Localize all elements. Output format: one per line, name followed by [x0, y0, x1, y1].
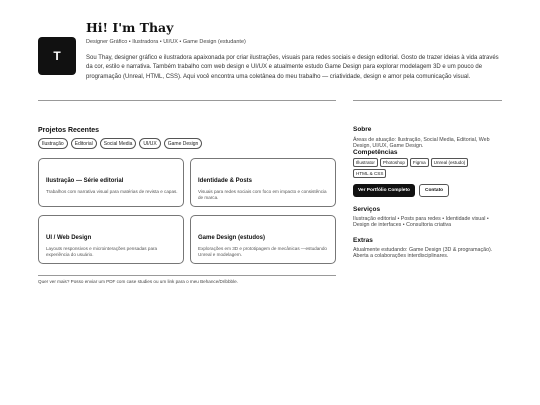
- filter-chip-ilustracao[interactable]: Ilustração: [38, 138, 68, 149]
- services-text: Ilustração editorial • Posts para redes • Identidade visual • Design de interfaces • Consultoria criativa: [353, 216, 489, 229]
- extras-text: Atualmente estudando: Game Design (3D & programação). Aberta a colaborações interdisciplinares.: [353, 247, 493, 260]
- skill-tag: HTML & CSS: [353, 169, 386, 178]
- project-card-identity[interactable]: [190, 158, 336, 207]
- sidebar: [353, 116, 502, 260]
- project-card-desc: Layouts responsivos e microinterações pensadas para experiência do usuário.: [46, 246, 158, 257]
- project-filters: [38, 138, 336, 149]
- avatar-initial: T: [53, 49, 61, 63]
- services-title: Serviços: [353, 206, 381, 214]
- filter-chip-game-design[interactable]: Game Design: [164, 138, 203, 149]
- project-card-desc: Visuais para redes sociais com foco em impacto e consistência de marca.: [198, 189, 327, 200]
- sidebar-actions: [353, 184, 502, 197]
- project-card-title: Identidade & Posts: [198, 178, 253, 184]
- contact-button[interactable]: Contato: [419, 184, 449, 197]
- header-divider-right: [353, 100, 502, 101]
- page-title: Hi! I'm Thay: [86, 20, 174, 35]
- project-card-ui-web[interactable]: [38, 215, 184, 264]
- projects-footer-divider: [38, 275, 336, 276]
- skills-list: [353, 158, 501, 178]
- projects-footnote: Quer ver mais? Posso enviar um PDF com case studies ou um link para o meu Behance/Dribbble.: [38, 279, 238, 284]
- bio-text: Sou Thay, designer gráfico e ilustradora apaixonada por criar ilustrações, visuais para redes sociais e design editorial. Gosto de trazer ideias à vida através da cor, estilo e narrativa. Também trabalho com web design e UI/UX e atualmente estudo Game Design para explorar modelagem 3D e um pouco de programação (Unreal, HTML, CSS). Aqui você encontra uma coletânea do meu trabalho — criatividade, design e amor pela comunicação visual.: [86, 55, 499, 80]
- filter-chip-editorial[interactable]: Editorial: [71, 138, 97, 149]
- about-title: Sobre: [353, 126, 372, 133]
- skill-tag: Unreal (estudo): [431, 158, 469, 167]
- skill-tag: Figma: [410, 158, 429, 167]
- skill-tag: Illustrator: [353, 158, 378, 167]
- project-card-title: Ilustração — Série editorial: [46, 178, 124, 184]
- skills-title: Competências: [353, 149, 398, 157]
- project-card-desc: Trabalhos com narrativa visual para matérias de revista e capas.: [46, 189, 178, 194]
- about-text: Áreas de atuação: Ilustração, Social Media, Editorial, Web Design, UI/UX, Game Design.: [353, 137, 490, 150]
- project-card-desc: Explorações em 3D e prototipagem de mecânicas —estudando Unreal e modelagem.: [198, 246, 327, 257]
- view-portfolio-button[interactable]: Ver Portfólio Completo: [353, 184, 415, 197]
- avatar: [38, 37, 76, 75]
- tagline: Designer Gráfico • Ilustradora • UI/UX • Game Design (estudante): [86, 39, 246, 45]
- projects-title: Projetos Recentes: [38, 127, 100, 134]
- project-card-illustration[interactable]: [38, 158, 184, 207]
- header-divider-left: [38, 100, 336, 101]
- filter-chip-ui-ux[interactable]: UI/UX: [139, 138, 160, 149]
- project-card-title: UI / Web Design: [46, 235, 92, 241]
- project-card-title: Game Design (estudos): [198, 235, 266, 241]
- projects-section: [38, 127, 336, 257]
- extras-title: Extras: [353, 237, 373, 245]
- skill-tag: Photoshop: [380, 158, 408, 167]
- project-card-game-design[interactable]: [190, 215, 336, 264]
- filter-chip-social-media[interactable]: Social Media: [100, 138, 137, 149]
